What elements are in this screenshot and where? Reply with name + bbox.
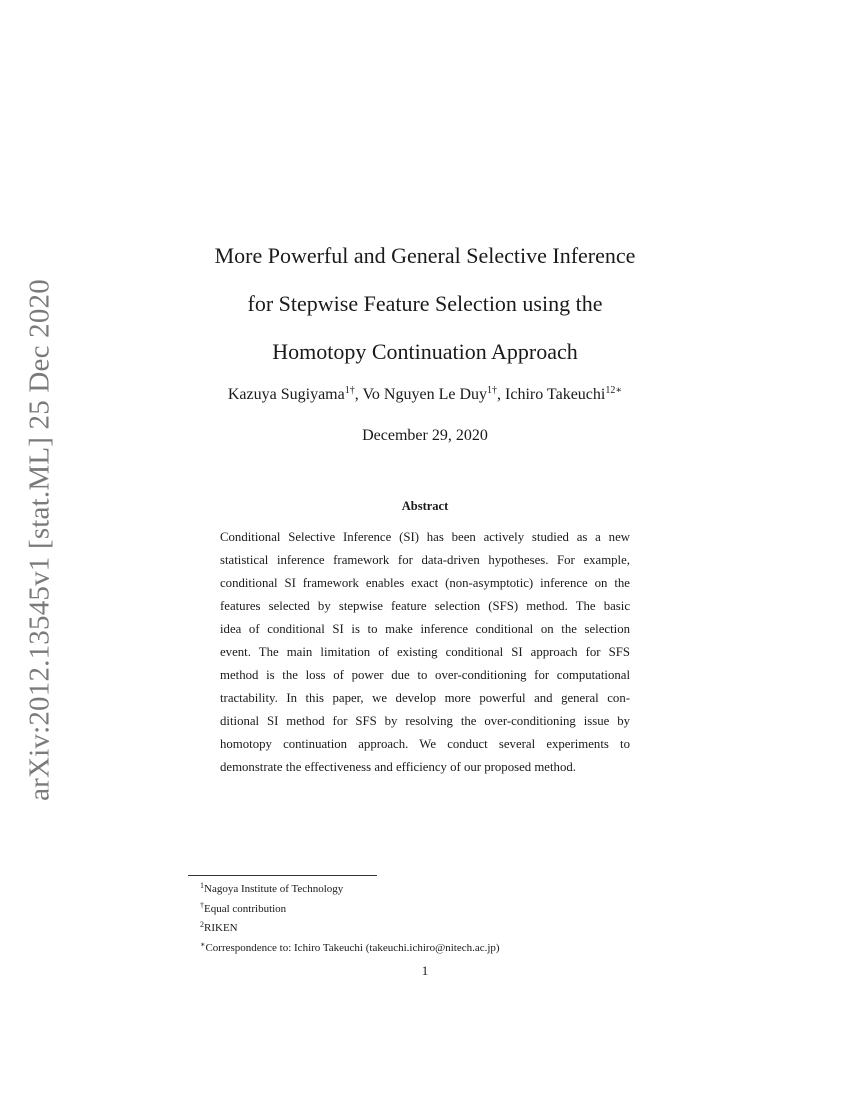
author-name: Kazuya Sugiyama [227, 386, 345, 403]
paper-title [0, 232, 850, 376]
author-affiliation-marks: 12∗ [605, 385, 623, 396]
abstract-line: features selected by stepwise feature selection (SFS) method. The basic [220, 599, 630, 613]
abstract-line: ditional SI method for SFS by resolving the over-conditioning issue by [220, 714, 630, 728]
footnote-text: Correspondence to: Ichiro Takeuchi (takeuchi.ichiro@nitech.ac.jp) [205, 941, 500, 954]
author-name: Ichiro Takeuchi [505, 386, 606, 403]
footnote-mark: ∗ [200, 939, 206, 949]
title-line: More Powerful and General Selective Inference [214, 243, 636, 268]
footnote-text: Nagoya Institute of Technology [204, 883, 344, 895]
author-separator: , [497, 386, 506, 403]
arxiv-identifier-stamp: arXiv:2012.13545v1 [stat.ML] 25 Dec 2020 [23, 279, 56, 801]
abstract-line: Conditional Selective Inference (SI) has been actively studied as a new [220, 530, 630, 544]
author-separator: , [354, 386, 363, 403]
author-affiliation-marks: 1† [344, 385, 355, 396]
footnote [200, 898, 500, 918]
abstract-line: conditional SI framework enables exact (non-asymptotic) inference on the [220, 576, 630, 590]
author-affiliation-marks: 1† [487, 385, 498, 396]
footnote [200, 937, 500, 957]
footnote-text: Equal contribution [204, 902, 287, 915]
footnote-mark: 2 [200, 920, 204, 929]
footnote-divider [188, 875, 377, 876]
title-line: Homotopy Continuation Approach [272, 339, 578, 364]
publication-date: December 29, 2020 [362, 427, 488, 444]
author-name: Vo Nguyen Le Duy [362, 386, 488, 403]
footnotes [200, 878, 500, 956]
abstract-line: demonstrate the effectiveness and efficiency of our proposed method. [220, 760, 576, 774]
abstract-line: statistical inference framework for data-driven hypotheses. For example, [220, 553, 630, 567]
footnote-mark: 1 [200, 881, 204, 890]
footnote [200, 917, 500, 937]
abstract-line: homotopy continuation approach. We conduct several experiments to [220, 737, 630, 751]
title-line: for Stepwise Feature Selection using the [247, 291, 603, 316]
abstract-line: event. The main limitation of existing conditional SI approach for SFS [220, 645, 630, 659]
abstract-line: idea of conditional SI is to make inference conditional on the selection [220, 622, 630, 636]
abstract-body [220, 526, 630, 779]
abstract-line: tractability. In this paper, we develop more powerful and general con- [220, 691, 630, 705]
author-list [0, 385, 850, 404]
abstract-line: method is the loss of power due to over-conditioning for computational [220, 668, 630, 682]
footnote-mark: † [200, 900, 204, 910]
abstract-heading: Abstract [401, 499, 449, 513]
footnote-text: RIKEN [204, 922, 238, 934]
page-number: 1 [421, 963, 429, 978]
footnote [200, 878, 500, 898]
